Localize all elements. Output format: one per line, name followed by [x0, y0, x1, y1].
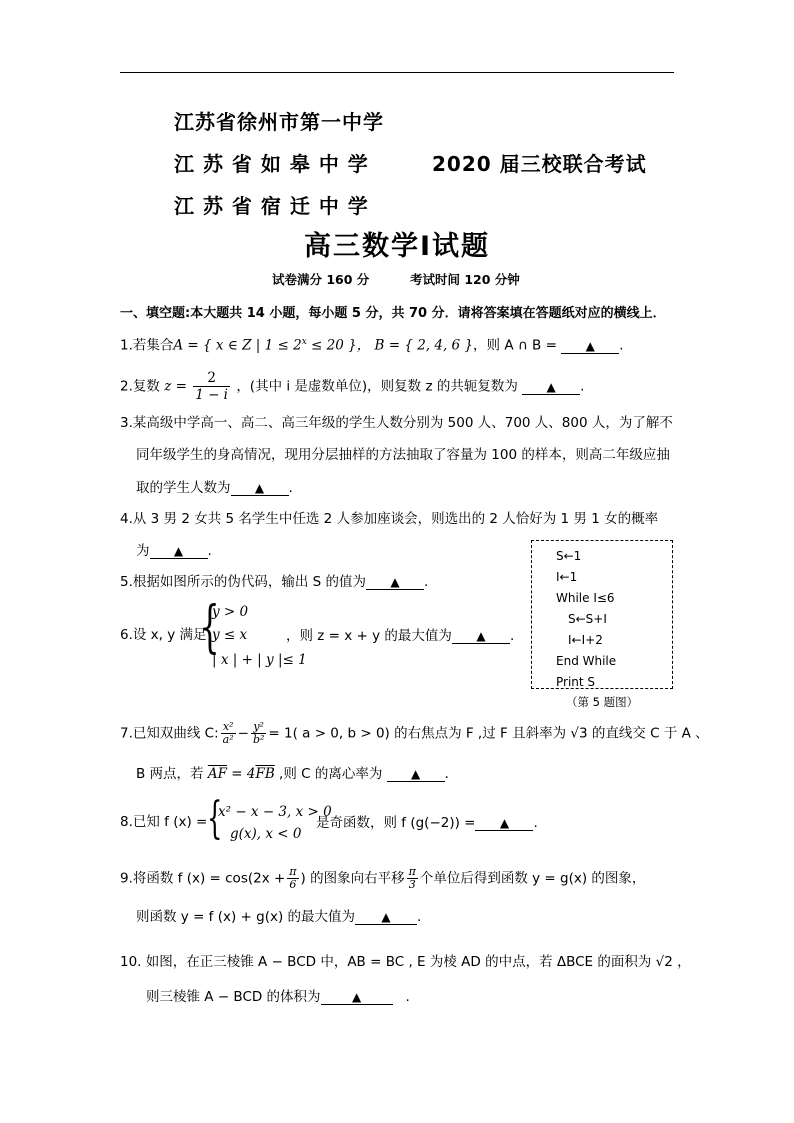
piece-1: x² − x − 3, x > 0 — [218, 804, 332, 820]
constraint-2: y ≤ x — [212, 627, 248, 643]
exam-name: 2020 届三校联合考试 — [432, 152, 647, 176]
answer-blank-9: ▲ — [355, 910, 417, 925]
brace: { — [200, 595, 220, 660]
answer-blank-2: ▲ — [522, 380, 580, 395]
code-line-2: I←1 — [556, 570, 578, 584]
question-7-line-2: B 两点，若 $\overline{AF} = 4\overline{FB}$ ,则 C 的离心率为 ▲ . — [136, 766, 449, 782]
question-8-label: 8.已知 f (x) = — [120, 814, 208, 830]
section-heading: 一、填空题:本大题共 14 小题，每小题 5 分，共 70 分．请将答案填在答题纸对应的横线上． — [120, 306, 666, 321]
answer-blank-3: ▲ — [231, 481, 289, 496]
code-line-5: I←I+2 — [568, 633, 603, 647]
question-10-line-2: 则三棱锥 A − BCD 的体积为 ▲ . — [146, 989, 410, 1005]
figure-caption: （第 5 题图） — [566, 695, 639, 709]
question-7-line-1: 7.已知双曲线 C: $\frac{\text{x²}}{\text{a²}}$ − $\frac{\text{y²}}{\text{b²}}$ = 1( a > 0, b > 0) 的右焦点为 F ,过 F 且斜率为 √3 的直线交 C 于 A 、 — [120, 720, 709, 746]
code-line-3: While I≤6 — [556, 591, 615, 605]
constraint-3: | x | + | y |≤ 1 — [212, 652, 307, 668]
question-6-ask: ，则 z = x + y 的最大值为 ▲ . — [286, 628, 515, 644]
top-rule — [120, 72, 674, 73]
code-line-6: End While — [556, 654, 617, 668]
code-line-7: Print S — [556, 675, 596, 689]
question-4-line-2: 为 ▲ . — [136, 543, 212, 559]
question-9-line-1: 9.将函数 f (x) = cos(2x + $\frac{\pi}{6}$ ) 的图象向右平移 $\frac{\pi}{3}$ 个单位后得到函数 y = g(x) 的图象， — [120, 865, 646, 891]
question-4-line-1: 4.从 3 男 2 女共 5 名学生中任选 2 人参加座谈会，则选出的 2 人恰好为 1 男 1 女的概率 — [120, 511, 659, 527]
question-8-ask: 是奇函数，则 f (g(−2)) = ▲ . — [316, 815, 538, 831]
question-9-line-2: 则函数 y = f (x) + g(x) 的最大值为 ▲ . — [136, 909, 422, 925]
piece-2: g(x), x < 0 — [230, 826, 302, 842]
answer-blank-1: ▲ — [561, 339, 619, 354]
question-3-line-2: 同年级学生的身高情况，现用分层抽样的方法抽取了容量为 100 的样本，则高二年级应抽 — [136, 447, 670, 463]
constraint-1: y > 0 — [212, 604, 249, 620]
school-name-1: 江苏省徐州市第一中学 — [174, 110, 384, 134]
question-1: 1.若集合A = { x ∈ Z | $1 \le 2^x \le 20$ }， B = { 2, 4, 6 }，则 A ∩ B = ▲ . — [120, 337, 624, 354]
fraction: $\frac{2}{1 - i}$ — [195, 370, 229, 403]
answer-blank-6: ▲ — [452, 629, 510, 644]
school-name-2: 江 苏 省 如 皋 中 学 — [174, 152, 369, 176]
answer-blank-5: ▲ — [366, 575, 424, 590]
answer-blank-7: ▲ — [387, 767, 445, 782]
code-line-1: S←1 — [556, 549, 582, 563]
question-3-line-3: 取的学生人数为 ▲ . — [136, 480, 293, 496]
page-title: 高三数学Ⅰ试题 — [303, 231, 491, 262]
question-3-line-1: 3.某高级中学高一、高二、高三年级的学生人数分别为 500 人、700 人、800 人，为了解不 — [120, 415, 673, 431]
question-2: 2.复数 z = $\frac{2}{1 - i}$ ，(其中 i 是虚数单位)，则复数 z 的共轭复数为 ▲ . — [120, 370, 585, 403]
code-line-4: S←S+I — [568, 612, 607, 626]
answer-blank-4: ▲ — [150, 544, 208, 559]
question-5: 5.根据如图所示的伪代码，输出 S 的值为 ▲ . — [120, 574, 429, 590]
question-10-line-1: 10. 如图，在正三棱锥 A − BCD 中，AB = BC , E 为棱 AD 的中点，若 ΔBCE 的面积为 √2 ， — [120, 954, 691, 970]
full-score: 试卷满分 160 分 — [272, 272, 370, 287]
exam-time: 考试时间 120 分钟 — [410, 272, 520, 287]
school-name-3: 江 苏 省 宿 迁 中 学 — [174, 194, 369, 218]
question-6-label: 6.设 x, y 满足 — [120, 627, 207, 643]
answer-blank-10: ▲ — [321, 990, 393, 1005]
answer-blank-8: ▲ — [475, 816, 533, 831]
brace: { — [207, 793, 223, 844]
